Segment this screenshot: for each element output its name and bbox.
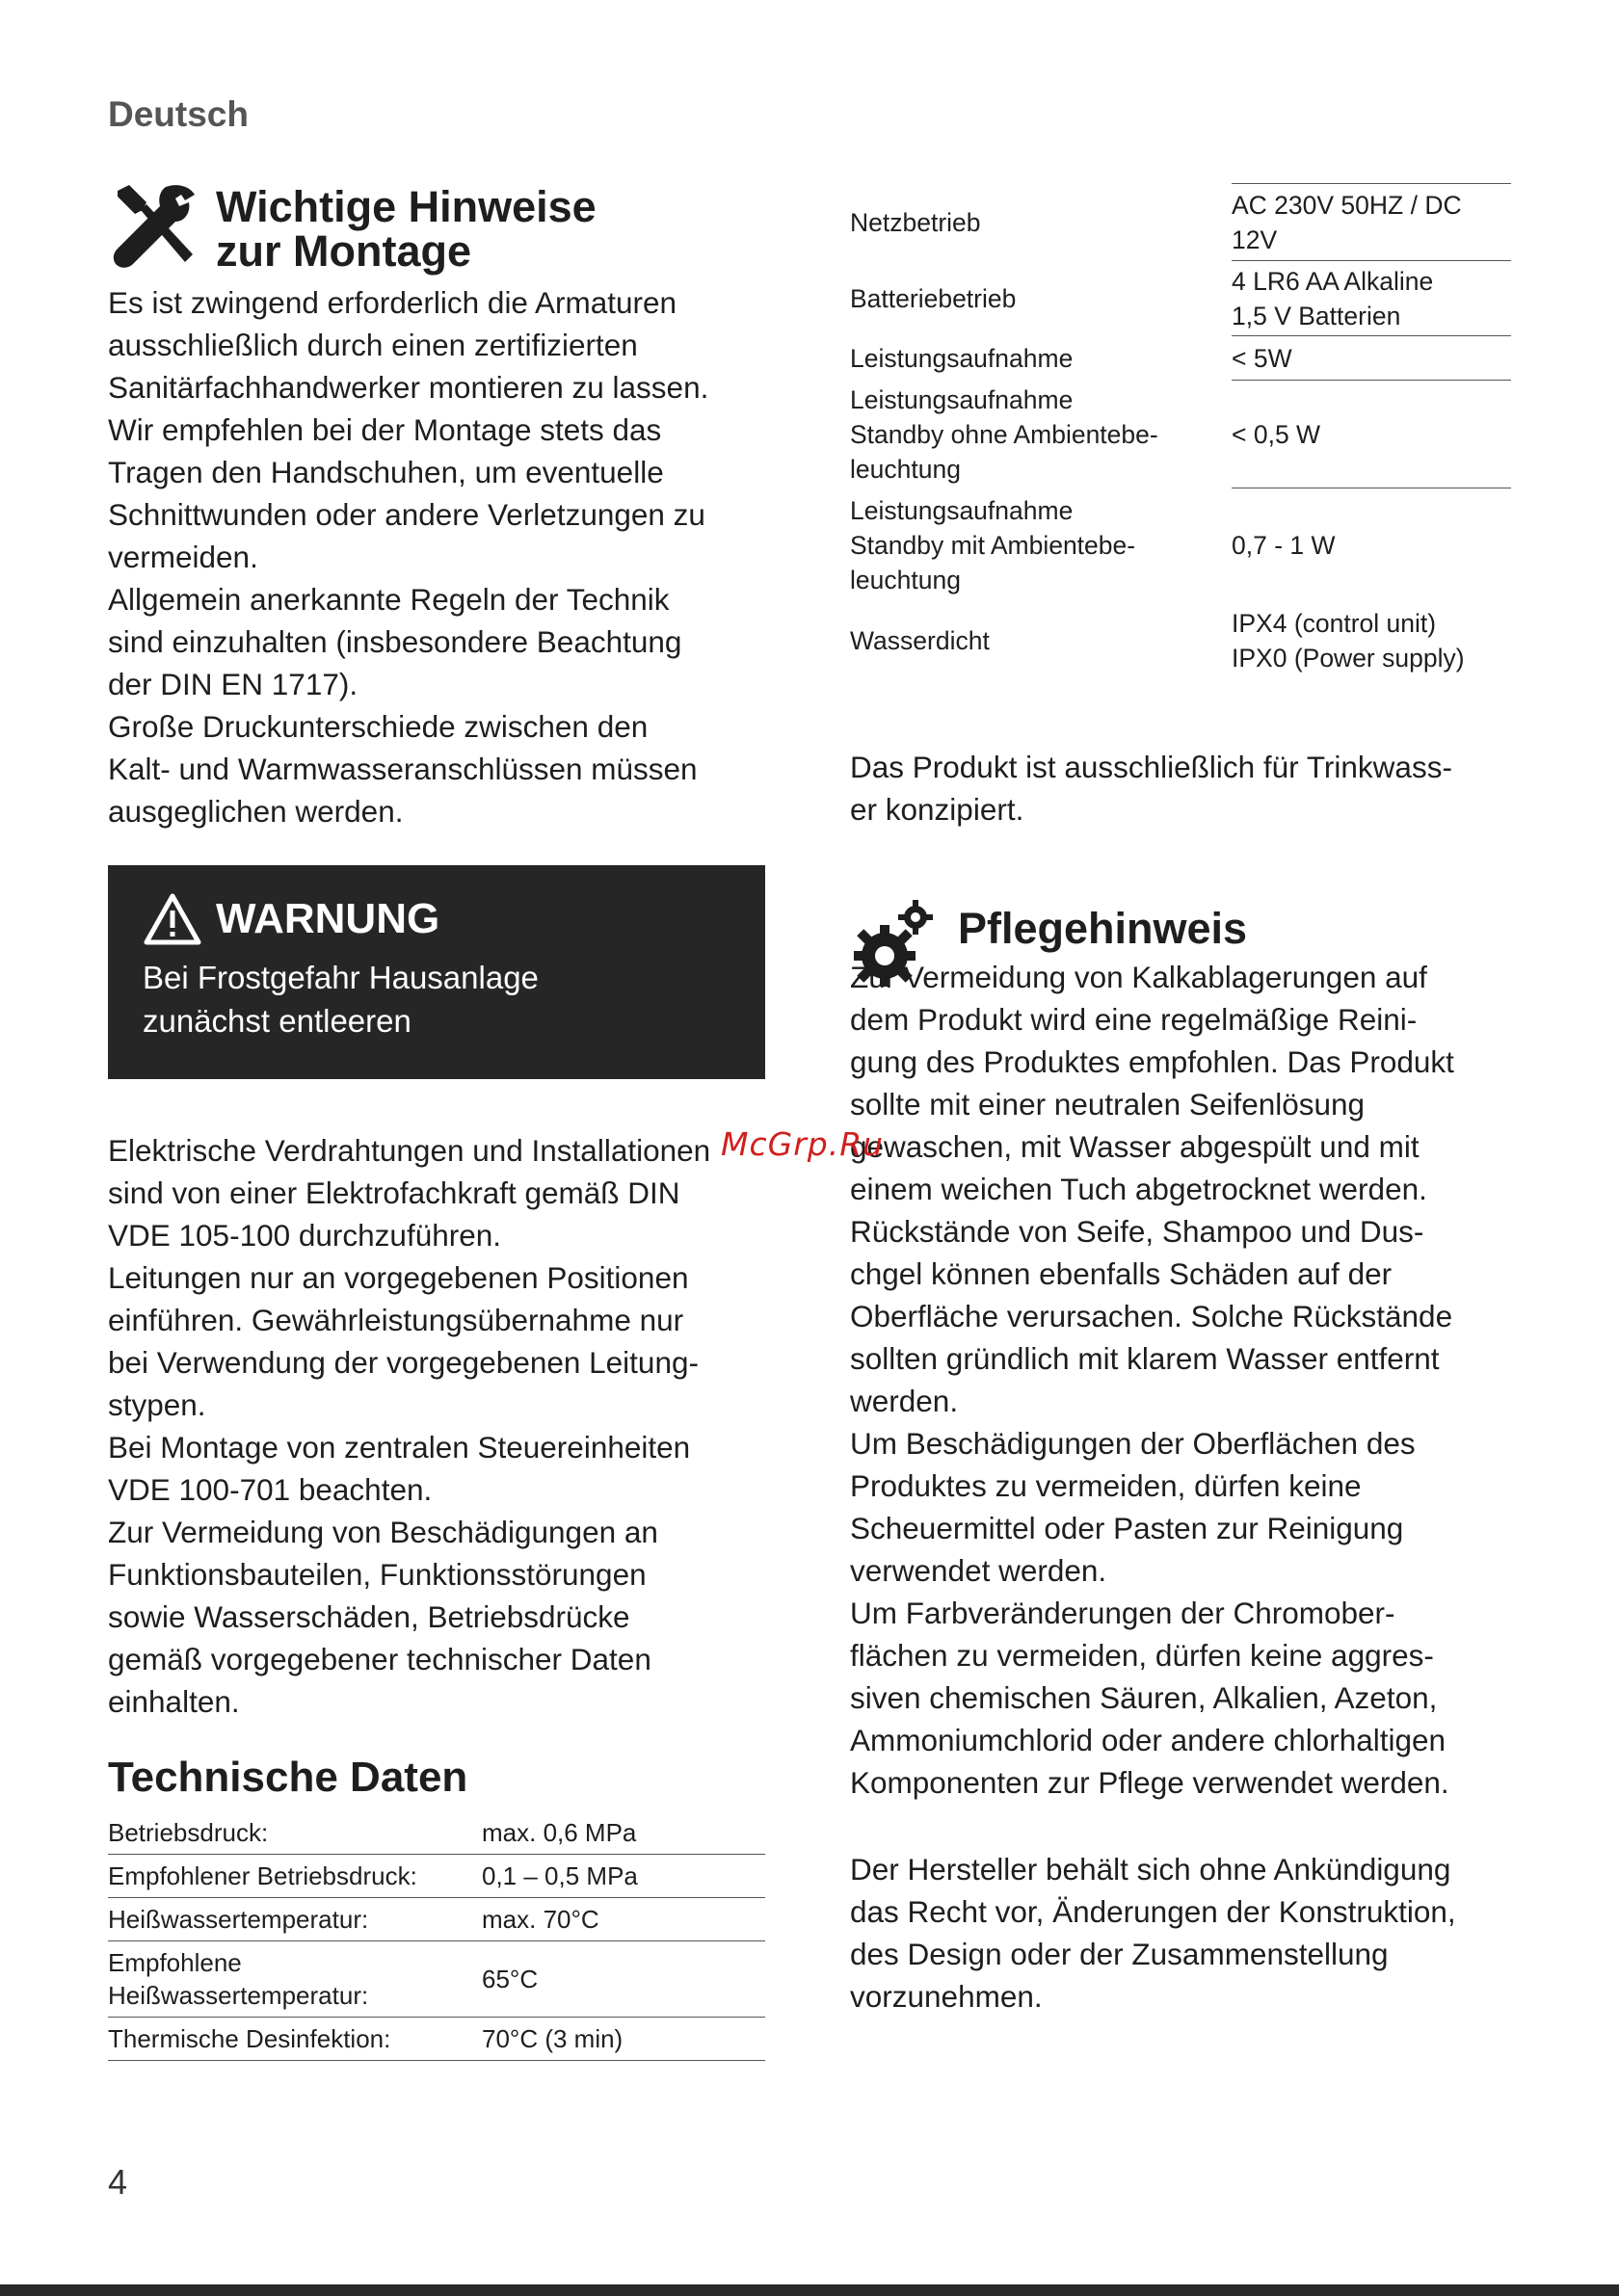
tech-data-table [108,1811,765,2061]
care-text: Zur Vermeidung von Kalkablagerungen auf dem Produkt wird eine regelmäßige Reini- gung des Produktes empfohlen. Das Produkt sollte mit einer neutralen Seifenlösung gewaschen, mit Wasser abgespült und mit einem weichen Tuch abgetrocknet werden. Rückstände von Seife, Shampoo und Dus- chgel können ebenfalls Schäden auf der Oberfläche verursachen. Solche Rückstände sollten gründlich mit klarem Wasser entfernt werden. Um Beschädigungen der Oberflächen des Produktes zu vermeiden, dürfen keine Scheuermittel oder Pasten zur Reinigung verwendet werden. Um Farbveränderungen der Chromober- flächen zu vermeiden, dürfen keine aggres- siven chemischen Säuren, Alkalien, Azeton, Ammoniumchlorid oder andere chlorhaltigen Komponenten zur Pflege verwendet werden. [850,960,1454,1800]
spec-value: < 0,5 W [1232,381,1511,488]
spec-value: 0,7 - 1 W [1232,488,1511,602]
spec-table [850,183,1511,679]
language-label: Deutsch [108,94,249,134]
spec-key: Netzbetrieb [850,207,981,237]
warning-triangle-icon [143,892,202,946]
table-row [850,336,1511,381]
tech-key: Betriebsdruck: [108,1818,269,1847]
montage-title: Wichtige Hinweise zur Montage [216,182,597,276]
table-row [850,184,1511,261]
spec-value: AC 230V 50HZ / DC 12V [1232,184,1511,261]
tech-key: Empfohlene Heißwassertemperatur: [108,1948,369,2010]
warning-text: Bei Frostgefahr Hausanlage zunächst entleeren [143,960,539,1039]
table-row [108,1898,765,1941]
page-number: 4 [108,2162,128,2202]
spec-key: Leistungsaufnahme Standby ohne Ambientebe- leuchtung [850,384,1158,484]
spec-key: Leistungsaufnahme Standby mit Ambientebe- leuchtung [850,495,1136,594]
spec-value: < 5W [1232,336,1511,381]
warning-label: WARNUNG [216,895,440,942]
manufacturer-note: Der Hersteller behält sich ohne Ankündigung das Recht vor, Änderungen der Konstruktion, des Design oder der Zusammenstellung vorzunehmen. [850,1852,1456,2014]
bottom-rule [0,2284,1619,2296]
tech-value: max. 0,6 MPa [482,1818,637,1847]
tech-value: 65°C [482,1965,539,1993]
table-row [108,1811,765,1855]
table-row [850,381,1511,488]
tech-key: Thermische Desinfektion: [108,2024,391,2053]
spec-value: 4 LR6 AA Alkaline 1,5 V Batterien [1232,261,1511,336]
tech-key: Heißwassertemperatur: [108,1905,369,1934]
table-row [108,1855,765,1898]
watermark: McGrp.Ru [721,1125,885,1163]
spec-key: Leistungsaufnahme [850,343,1074,373]
tech-key: Empfohlener Betriebsdruck: [108,1861,417,1890]
table-row [850,602,1511,679]
tech-value: 70°C (3 min) [482,2024,624,2053]
electrical-text: Elektrische Verdrahtungen und Installationen sind von einer Elektrofachkraft gemäß DIN VDE 105-100 durchzuführen. Leitungen nur an vorgegebenen Positionen einführen. Gewährleistungsübernahme nur bei Verwendung der vorgegebenen Leitung- stypen. Bei Montage von zentralen Steuereinheiten VDE 100-701 beachten. Zur Vermeidung von Beschädigungen an Funktionsbauteilen, Funktionsstörungen sowie Wasserschäden, Betriebsdrücke gemäß vorgegebener technischer Daten einhalten. [108,1133,711,1719]
tools-icon [108,181,200,274]
tech-data-title: Technische Daten [108,1754,468,1801]
table-row [108,1941,765,2018]
warning-box [108,865,765,1079]
montage-text: Es ist zwingend erforderlich die Armaturen ausschließlich durch einen zertifizierten Sanitärfachhandwerker montieren zu lassen. Wir empfehlen bei der Montage stets das Tragen den Handschuhen, um eventuelle Schnittwunden oder andere Verletzungen zu vermeiden. Allgemein anerkannte Regeln der Technik sind einzuhalten (insbesondere Beachtung der DIN EN 1717). Große Druckunterschiede zwischen den Kalt- und Warmwasseranschlüssen müssen ausgeglichen werden. [108,285,709,829]
care-title: Pflegehinweis [958,904,1248,953]
drinking-water-note: Das Produkt ist ausschließlich für Trinkwass- er konzipiert. [850,750,1452,827]
tech-value: 0,1 – 0,5 MPa [482,1861,638,1890]
montage-heading [108,181,763,277]
table-row [108,2018,765,2061]
spec-value: IPX4 (control unit) IPX0 (Power supply) [1232,608,1465,673]
spec-key: Wasserdicht [850,625,990,655]
table-row [850,488,1511,602]
spec-key: Batteriebetrieb [850,283,1017,313]
table-row [850,261,1511,336]
tech-value: max. 70°C [482,1905,599,1934]
